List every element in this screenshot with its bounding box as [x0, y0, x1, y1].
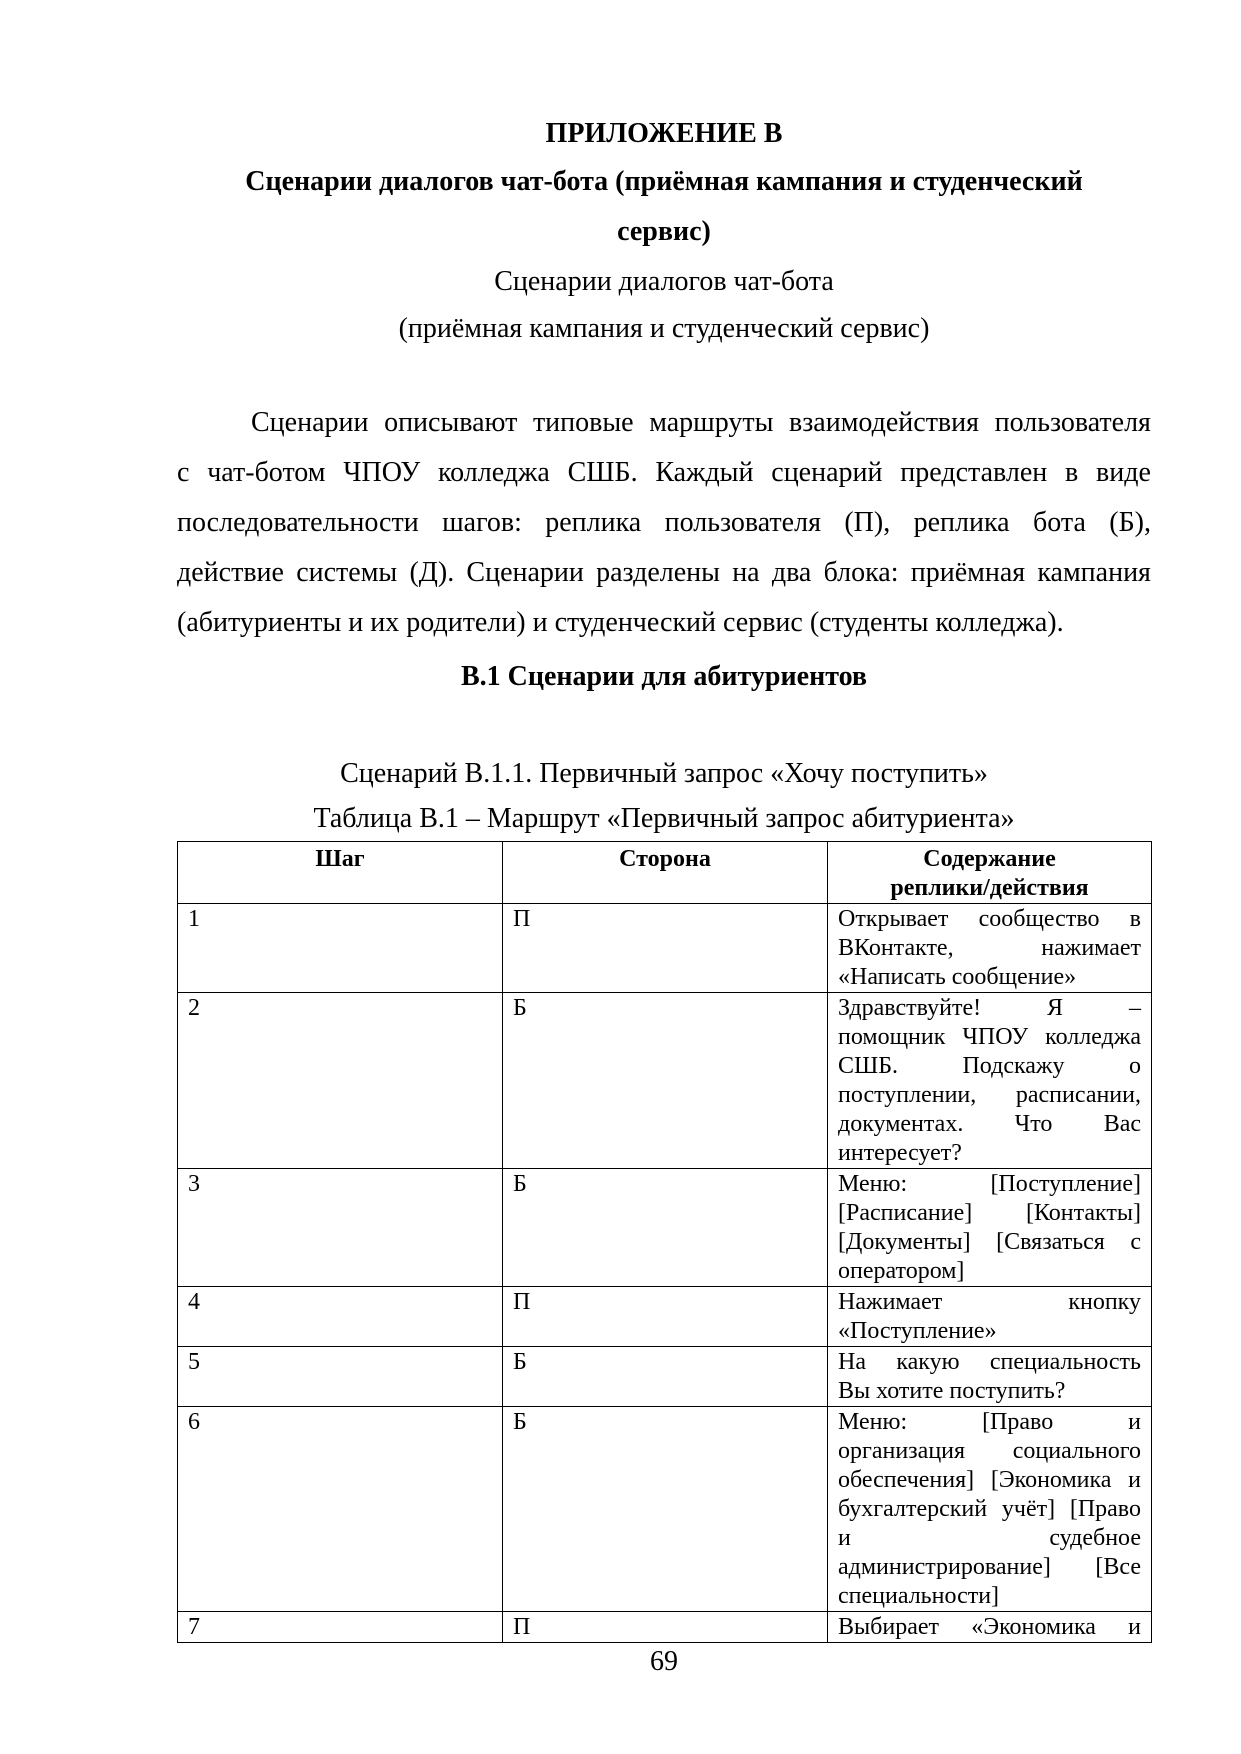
content-word: Выбирает — [838, 1614, 939, 1640]
appendix-title: ПРИЛОЖЕНИЕ В — [545, 118, 783, 149]
content-word: судебное — [1049, 1525, 1141, 1551]
intro-line-3 — [177, 506, 1151, 540]
content-line — [838, 1408, 1141, 1437]
content-word: Меню: — [838, 1171, 908, 1197]
word: чат-ботом — [207, 457, 326, 488]
table-row — [178, 1612, 1152, 1643]
content-line — [838, 1524, 1141, 1553]
content-word: – — [1129, 995, 1141, 1021]
content-line — [838, 905, 1141, 934]
cell-step: 6 — [178, 1407, 503, 1612]
content-line: «Поступление» — [838, 1318, 997, 1344]
content-line: специальности] — [838, 1583, 1000, 1609]
content-word: нажимает — [1041, 935, 1141, 961]
content-line — [838, 1288, 1141, 1317]
content-word: Нажимает — [838, 1289, 943, 1315]
cell-step: 4 — [178, 1287, 503, 1347]
page-number: 69 — [650, 1646, 678, 1677]
cell-side: П — [503, 904, 828, 993]
content-line: «Написать сообщение» — [838, 964, 1077, 990]
table-header-row — [178, 842, 1152, 904]
content-word: колледжа — [1045, 1024, 1141, 1050]
content-word: [Документы] — [838, 1229, 971, 1255]
word: (Д). — [409, 557, 455, 588]
cell-step: 7 — [178, 1612, 503, 1643]
table-caption: Таблица В.1 – Маршрут «Первичный запрос абитуриента» — [313, 803, 1015, 834]
word: пользователя — [994, 407, 1151, 438]
word: реплика — [913, 507, 1010, 538]
cell-step: 5 — [178, 1347, 503, 1407]
content-word: [Право — [982, 1409, 1054, 1435]
content-word: [Контакты] — [1025, 1200, 1141, 1226]
word: (П), — [844, 507, 891, 538]
content-word: Меню: — [838, 1409, 908, 1435]
word: представлен — [900, 457, 1048, 488]
content-line — [838, 1348, 1141, 1377]
word: сценарий — [771, 457, 883, 488]
word: Сценарии — [251, 407, 369, 438]
content-word: расписании, — [1015, 1082, 1141, 1108]
subtitle-line-1: Сценарии диалогов чат-бота — [494, 266, 834, 297]
content-word: СШБ. — [838, 1053, 898, 1079]
content-word: в — [1129, 906, 1141, 932]
appendix-subtitle-line-2: сервис) — [617, 216, 711, 247]
scenario-caption: Сценарий В.1.1. Первичный запрос «Хочу поступить» — [340, 758, 988, 789]
content-word: документах. — [838, 1111, 964, 1137]
content-word: администрирование] — [838, 1554, 1051, 1580]
content-word: сообщество — [978, 906, 1100, 932]
word: с — [177, 457, 190, 488]
content-word: [Связаться — [996, 1229, 1105, 1255]
cell-step: 2 — [178, 993, 503, 1169]
content-line — [838, 1110, 1141, 1139]
word: бота — [1032, 507, 1086, 538]
word: Сценарии — [466, 557, 584, 588]
content-line — [838, 1613, 1141, 1642]
word: Каждый — [655, 457, 754, 488]
content-line: оператором] — [838, 1258, 965, 1284]
content-word: какую — [896, 1349, 960, 1375]
section-title: В.1 Сценарии для абитуриентов — [460, 661, 868, 692]
cell-step: 1 — [178, 904, 503, 993]
content-line — [838, 1437, 1141, 1466]
appendix-subtitle-line-1: Сценарии диалогов чат-бота (приёмная кампания и студенческий — [245, 166, 1083, 197]
content-line — [838, 934, 1141, 963]
table-row — [178, 904, 1152, 993]
cell-step: 3 — [178, 1169, 503, 1287]
cell-content — [828, 1407, 1152, 1612]
word: действие — [177, 557, 284, 588]
content-line — [838, 1553, 1141, 1582]
content-word: Здравствуйте! — [838, 995, 982, 1021]
intro-line-2 — [177, 456, 1151, 490]
content-word: поступлении, — [838, 1082, 977, 1108]
content-line: Вы хотите поступить? — [838, 1378, 1066, 1404]
content-word: с — [1130, 1229, 1141, 1255]
content-word: Открывает — [838, 906, 949, 932]
content-word: [Право — [1069, 1496, 1141, 1522]
word: типовые — [532, 407, 634, 438]
subtitle-line-2: (приёмная кампания и студенческий сервис) — [398, 313, 930, 344]
content-word: социального — [1012, 1438, 1141, 1464]
table-row — [178, 1169, 1152, 1287]
cell-content — [828, 1287, 1152, 1347]
content-line — [838, 1466, 1141, 1495]
word: описывают — [384, 407, 518, 438]
word: в — [1065, 457, 1079, 488]
cell-content — [828, 993, 1152, 1169]
content-line — [838, 1081, 1141, 1110]
word: виде — [1096, 457, 1151, 488]
content-word: обеспечения] — [838, 1467, 975, 1493]
cell-side: Б — [503, 1347, 828, 1407]
cell-content — [828, 1169, 1152, 1287]
content-line — [838, 1052, 1141, 1081]
content-word: и — [1128, 1614, 1141, 1640]
content-word: ВКонтакте, — [838, 935, 954, 961]
content-word: специальность — [989, 1349, 1141, 1375]
header-content — [828, 842, 1152, 904]
word: ЧПОУ — [343, 457, 421, 488]
word: разделены — [596, 557, 720, 588]
content-word: Я — [1047, 995, 1064, 1021]
word: маршруты — [649, 407, 774, 438]
cell-content — [828, 1347, 1152, 1407]
header-content-line-2: реплики/действия — [890, 875, 1089, 901]
word: приёмная — [910, 557, 1026, 588]
content-word: На — [838, 1349, 866, 1375]
content-word: о — [1128, 1053, 1141, 1079]
cell-side: Б — [503, 1407, 828, 1612]
word: реплика — [545, 507, 642, 538]
content-word: помощник — [838, 1024, 946, 1050]
word: СШБ. — [567, 457, 638, 488]
content-word: [Все — [1095, 1554, 1141, 1580]
word: шагов: — [442, 507, 522, 538]
route-table — [177, 841, 1152, 1643]
content-line — [838, 1170, 1141, 1199]
intro-line-1 — [251, 406, 1151, 440]
content-word: Вас — [1103, 1111, 1141, 1137]
content-word: [Расписание] — [838, 1200, 973, 1226]
word: пользователя — [664, 507, 821, 538]
word: колледжа — [437, 457, 550, 488]
content-word: организация — [838, 1438, 966, 1464]
content-word: Подскажу — [962, 1053, 1065, 1079]
content-line — [838, 1228, 1141, 1257]
content-line — [838, 1023, 1141, 1052]
word: взаимодействия — [789, 407, 980, 438]
content-word: и — [838, 1525, 851, 1551]
intro-line-4 — [177, 556, 1151, 590]
content-line: интересует? — [838, 1140, 962, 1166]
content-word: кнопку — [1068, 1289, 1141, 1315]
cell-content — [828, 904, 1152, 993]
word: (Б), — [1109, 507, 1151, 538]
content-line — [838, 1495, 1141, 1524]
table-row — [178, 1407, 1152, 1612]
content-word: и — [1128, 1409, 1141, 1435]
content-word: бухгалтерский — [838, 1496, 988, 1522]
intro-line-5: (абитуриенты и их родители) и студенческий сервис (студенты колледжа). — [177, 607, 1064, 638]
header-content-line-1: Содержание — [923, 846, 1056, 872]
cell-side: П — [503, 1612, 828, 1643]
word: два — [771, 557, 812, 588]
content-word: «Экономика — [971, 1614, 1096, 1640]
content-word: ЧПОУ — [962, 1024, 1029, 1050]
word: кампания — [1037, 557, 1151, 588]
word: на — [732, 557, 760, 588]
table-row — [178, 1347, 1152, 1407]
content-line — [838, 1199, 1141, 1228]
content-word: [Экономика — [990, 1467, 1112, 1493]
table-body — [178, 904, 1152, 1643]
cell-content — [828, 1612, 1152, 1643]
content-word: [Поступление] — [990, 1171, 1141, 1197]
header-side: Сторона — [503, 842, 828, 904]
table-row — [178, 993, 1152, 1169]
table-row — [178, 1287, 1152, 1347]
content-word: Что — [1014, 1111, 1053, 1137]
content-word: учёт] — [1001, 1496, 1056, 1522]
word: последовательности — [177, 507, 419, 538]
content-line — [838, 994, 1141, 1023]
word: системы — [296, 557, 398, 588]
cell-side: П — [503, 1287, 828, 1347]
content-word: и — [1128, 1467, 1141, 1493]
word: блока: — [823, 557, 899, 588]
header-step: Шаг — [178, 842, 503, 904]
cell-side: Б — [503, 1169, 828, 1287]
cell-side: Б — [503, 993, 828, 1169]
